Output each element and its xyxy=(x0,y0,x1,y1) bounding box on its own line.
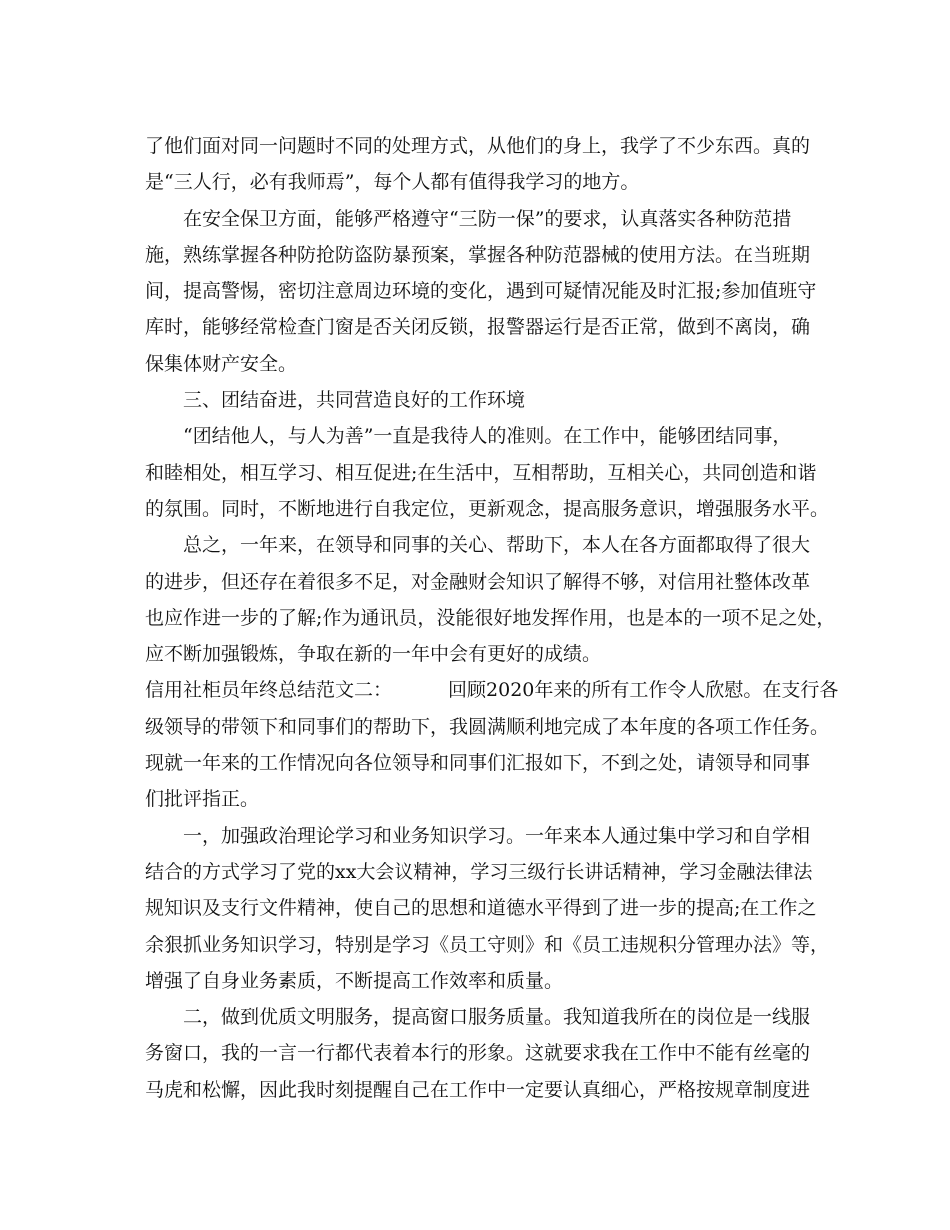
text-line: 务窗口，我的一言一行都代表着本行的形象。这就要求我在工作中不能有丝毫的 xyxy=(145,1042,811,1065)
text-line: 的氛围。同时，不断地进行自我定位，更新观念，提高服务意识，增强服务水平。 xyxy=(145,497,830,520)
text-line: 了他们面对同一问题时不同的处理方式，从他们的身上，我学了不少东西。真的 xyxy=(145,135,811,157)
text-line: 二，做到优质文明服务，提高窗口服务质量。我知道我所在的岗位是一线服 xyxy=(183,1006,811,1029)
text-line: 现就一年来的工作情况向各位领导和同事们汇报如下，不到之处，请领导和同事 xyxy=(145,752,811,775)
section-heading: 三、团结奋进，共同营造良好的工作环境 xyxy=(183,389,526,412)
text-line: 增强了自身业务素质，不断提高工作效率和质量。 xyxy=(145,969,564,992)
article-intro: 回顾2020年来的所有工作令人欣慰。在支行各 xyxy=(448,679,839,702)
text-line: 库时，能够经常检查门窗是否关闭反锁，报警器运行是否正常，做到不离岗，确 xyxy=(145,316,811,339)
text-line: “团结他人，与人为善”一直是我待人的准则。在工作中，能够团结同事， xyxy=(183,425,792,448)
text-line xyxy=(145,672,839,708)
document-body xyxy=(145,128,839,1108)
text-line: 总之，一年来，在领导和同事的关心、帮助下，本人在各方面都取得了很大 xyxy=(183,534,811,557)
text-line: 保集体财产安全。 xyxy=(145,352,298,375)
text-line: 间，提高警惕，密切注意周边环境的变化，遇到可疑情况能及时汇报;参加值班守 xyxy=(145,280,817,303)
text-line: 级领导的带领下和同事们的帮助下，我圆满顺利地完成了本年度的各项工作任务。 xyxy=(145,715,830,738)
text-line: 的进步，但还存在着很多不足，对金融财会知识了解得不够，对信用社整体改革 xyxy=(145,570,811,593)
text-line: 应不断加强锻炼，争取在新的一年中会有更好的成绩。 xyxy=(145,643,602,666)
text-line: 和睦相处，相互学习、相互促进;在生活中，互相帮助，互相关心，共同创造和谐 xyxy=(145,461,817,484)
text-line: 马虎和松懈，因此我时刻提醒自己在工作中一定要认真细心，严格按规章制度进 xyxy=(145,1078,811,1101)
text-line: 施，熟练掌握各种防抢防盗防暴预案，掌握各种防范器械的使用方法。在当班期 xyxy=(145,243,811,266)
text-line: 结合的方式学习了党的xx大会议精神，学习三级行长讲话精神，学习金融法律法 xyxy=(145,860,813,883)
text-line: 规知识及支行文件精神，使自己的思想和道德水平得到了进一步的提高;在工作之 xyxy=(145,897,817,920)
text-line: 是“三人行，必有我师焉”，每个人都有值得我学习的地方。 xyxy=(145,171,640,194)
article-heading: 信用社柜员年终总结范文二： xyxy=(145,679,393,702)
text-line: 余狠抓业务知识学习，特别是学习《员工守则》和《员工违规积分管理办法》等， xyxy=(145,933,830,956)
text-line: 也应作进一步的了解;作为通讯员，没能很好地发挥作用，也是本的一项不足之处， xyxy=(145,606,836,629)
text-line: 在安全保卫方面，能够严格遵守“三防一保”的要求，认真落实各种防范措 xyxy=(183,207,792,230)
text-line: 们批评指正。 xyxy=(145,788,260,811)
text-line: 一，加强政治理论学习和业务知识学习。一年来本人通过集中学习和自学相 xyxy=(183,824,811,847)
